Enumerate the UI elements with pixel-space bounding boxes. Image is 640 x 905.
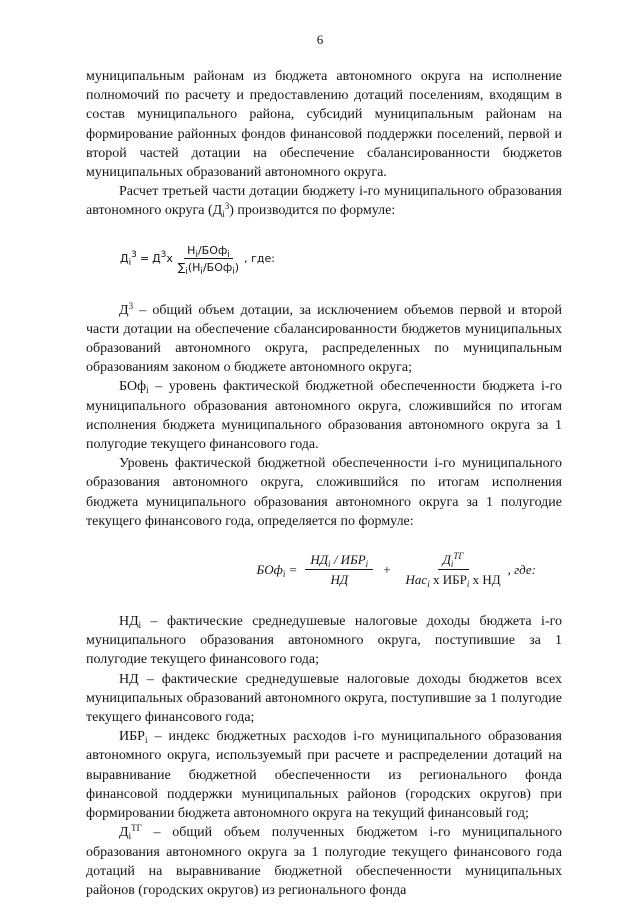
definition-bof: БОф$_i$ – уровень фактической бюджетной обеспеченности бюджета i-го муниципального образования автономного округа, сложившийся по итогам исполнения бюджета муниципального образования автономного округа за 1 полугодие текущего финансового года. <box>86 379 562 453</box>
formula-lhs: БОф$_i$ = <box>256 562 298 580</box>
formula-fraction: $\frac{Н_i/БОф_i}{\sum_i(Н_i/БОф_i)}$ <box>177 243 240 277</box>
document-body <box>86 67 562 900</box>
formula-fraction-2: $\frac{Д_i^{ТГ}}{Нас_i х ИБР_i х НД}$ <box>405 551 501 590</box>
definition-nd-i: $НД_i$ – фактические среднедушевые налоговые доходы бюджета i-го муниципального образования автономного округа, поступившие за 1 полугодие текущего финансового года; <box>86 614 562 668</box>
paragraph-continuation: муниципальным районам из бюджета автономного округа на исполнение полномочий по расчету и предоставлению дотаций поселениям, входящим в состав муниципального района, субсидий муниципальным районам на формирование районных фондов финансовой поддержки поселений, первой и второй частей дотации на обеспечение сбалансированности бюджетов муниципальных образований автономного округа. <box>86 69 562 181</box>
definition-ibr: $ИБР_i$ – индекс бюджетных расходов i-го муниципального образования автономного округа, используемый при расчете и распределении дотаций на выравнивание бюджетной обеспеченности из регионального фонда финансовой поддержки муниципальных районов (городских округов) при формировании бюджета автономного округа на текущий финансовый год; <box>86 729 562 822</box>
paragraph-third-part-intro: Расчет третьей части дотации бюджету i-го муниципального образования автономного округа $(Д_i^3)$ производится по формуле: <box>86 184 562 220</box>
formula-lhs: $Д_i^3$ <box>120 250 137 269</box>
definition-nd: НД – фактические среднедушевые налоговые доходы бюджетов всех муниципальных образований автономного округа, поступившие за 1 полугодие текущего финансового года; <box>86 671 562 726</box>
formula-third-part: $Д_i^3$ = $Д^3$ x $\frac{Н_i/БОф_i}{\sum_i(Н_i/БОф_i)}$ , где: <box>120 243 275 277</box>
formula-fraction-1: $\frac{НД_i / ИБР_i}{НД}$ <box>305 552 373 588</box>
formula-bof: БОф$_i$ = $\frac{НД_i / ИБР_i}{НД}$ + $\frac{Д_i^{ТГ}}{Нас_i х ИБР_i х НД}$ , где: <box>256 551 536 590</box>
page-number: 6 <box>316 32 324 47</box>
paragraph-level-intro: Уровень фактической бюджетной обеспеченности i-го муниципального образования автономного округа, сложившийся по итогам исполнения бюджета муниципального образования автономного округа за 1 полугодие текущего финансового года, определяется по формуле: <box>86 456 562 529</box>
definition-d-tg: $Д_i^{ТГ}$ – общий объем полученных бюджетом i-го муниципального образования автономного округа за 1 полугодие текущего финансового года дотаций на выравнивание бюджетной обеспеченности муниципальных районов (городских округов) из регионального фонда <box>86 823 562 898</box>
definition-total-dotation: $Д^3$ – общий объем дотации, за исключением объемов первой и второй части дотации на обеспечение сбалансированности бюджетов муниципальных образований автономного округа, распределенных по муниципальным образованиям законом о бюджете автономного округа; <box>86 300 562 376</box>
